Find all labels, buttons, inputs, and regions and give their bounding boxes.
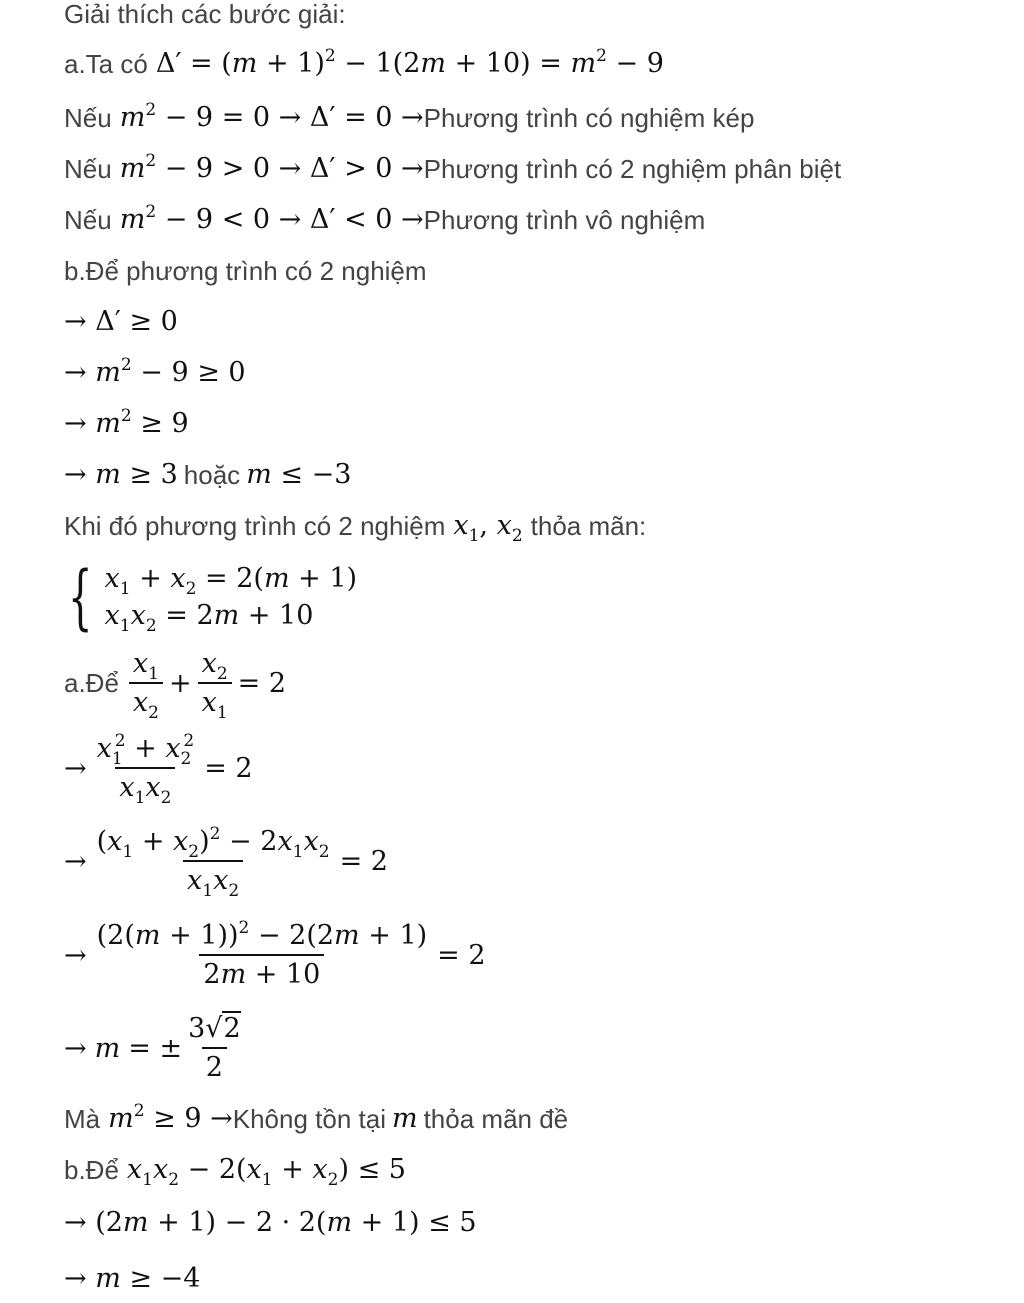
line-case-greater: Nếu $m^2 - 9 > 0 \to \Delta' > 0$ → Phương trình có 2 nghiệm phân biệt xyxy=(64,151,842,184)
line-part-b-substitute: → (2m + 1) − 2 · 2(m + 1) ≤ 5 xyxy=(64,1207,477,1238)
vieta-system: { $x_1 + x_2 = 2(m + 1)$ $x_1x_2 = 2m + 10$ xyxy=(68,556,358,638)
line-step-m2: → $m^2 \ge 9$ xyxy=(64,406,189,439)
line-case-equal: Nếu $m^2 - 9 = 0 \to \Delta' = 0$ → Phương trình có nghiệm kép xyxy=(64,100,755,133)
line-conclusion-a: Mà $m^2 \ge 9$ → Không tồn tại m thỏa mãn đề xyxy=(64,1101,569,1134)
line-frac-expand: → $\frac{(x_1 + x_2)^2 - 2x_1x_2}{x_1x_2}$ = 2 xyxy=(64,824,388,901)
line-delta: a.Ta có $\Delta' = (m + 1)^2 - 1(2m + 10) = m^2 - 9$ xyxy=(64,46,664,79)
line-vieta-intro: Khi đó phương trình có 2 nghiệm $x_1$, $x_2$ thỏa mãn: xyxy=(64,510,647,546)
line-frac-squares: → $\frac{x_1^2 + x_2^2}{x_1x_2}$ = 2 xyxy=(64,731,253,808)
line-frac-substitute: → $\frac{(2(m + 1))^2 - 2(2m + 1)}{2m + 10}$ = 2 xyxy=(64,918,486,990)
line-part-b-condition: b.Để $x_1x_2 - 2(x_1 + x_2) \le 5$ xyxy=(64,1154,406,1190)
line-part-b: b.Để phương trình có 2 nghiệm xyxy=(64,256,427,286)
line-step-delta: → Δ′ ≥ 0 xyxy=(64,306,178,337)
curly-brace: { xyxy=(68,556,93,638)
line-part-b-result: → m ≥ −4 xyxy=(64,1263,201,1294)
line-case-less: Nếu $m^2 - 9 < 0 \to \Delta' < 0$ → Phương trình vô nghiệm xyxy=(64,202,706,235)
line-step-m-range: → m ≥ 3 hoặc m ≤ −3 xyxy=(64,459,352,490)
line-step-m2-minus-9: → $m^2 - 9 \ge 0$ xyxy=(64,355,246,388)
line-m-result: → m = ± $\frac{3√2}{2}$ xyxy=(64,1013,241,1083)
delta-formula: $\Delta' = (m + 1)^2 - 1(2m + 10) = m^2 - 9$ xyxy=(155,46,664,79)
line-part-a-condition: a.Để $\frac{x_1}{x_2}$ + $\frac{x_2}{x_1}$ = 2 xyxy=(64,648,287,723)
heading-explanation: Giải thích các bước giải: xyxy=(64,0,346,29)
